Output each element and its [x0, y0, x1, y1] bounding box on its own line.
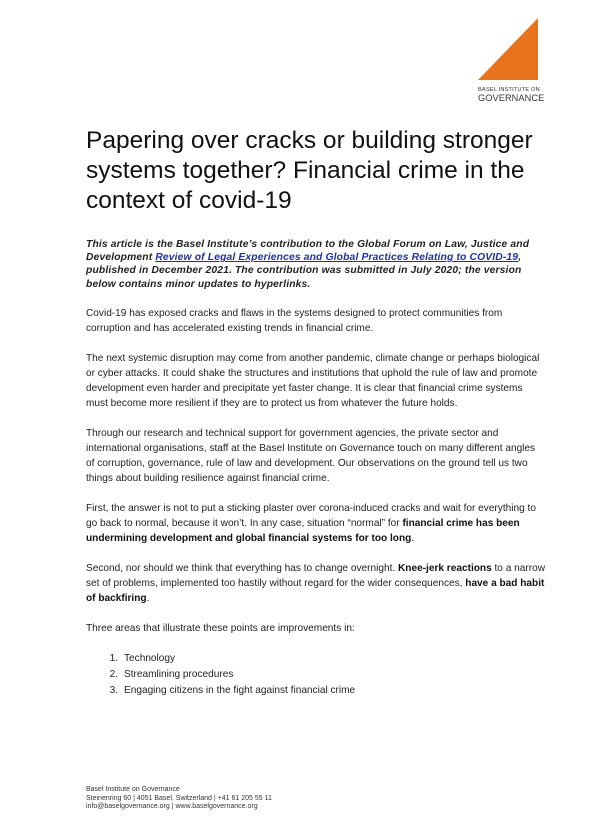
list-number: 3. [109, 685, 118, 696]
list-item [86, 651, 546, 666]
p4-end: . [411, 533, 415, 544]
paragraph-6: Three areas that illustrate these points are improvements in: [86, 623, 355, 634]
p5-text-a: Second, nor should we think that everything has to change overnight. [86, 563, 398, 574]
paragraph-1: Covid-19 has exposed cracks and flaws in the systems designed to protect communities from corruption and has accelerated existing trends in financial crime. [86, 308, 503, 334]
article-body [86, 306, 546, 699]
paragraph-5 [86, 561, 546, 606]
paragraph-3: Through our research and technical support for government agencies, the private sector and international organisations, staff at the Basel Institute on Governance touch on many different angles of corruption, governance, rule of law and development. Our observations on the ground tell us two things about building resilience against financial crime. [86, 428, 536, 484]
p5-end: . [146, 593, 150, 604]
p5-bold-2: have a bad habit of backfiring [86, 578, 545, 604]
intro-text-after: , published in December 2021. The contribution was submitted in July 2020; the version below contains minor updates to hyperlinks. [86, 252, 522, 290]
footer-contact: info@baselgovernance.org | www.baselgovernance.org [86, 803, 258, 811]
list-text: Engaging citizens in the fight against financial crime [124, 685, 356, 696]
list-text: Technology [124, 653, 176, 664]
intro-text-before: This article is the Basel Institute’s contribution to the Global Forum on Law, Justice and Development [86, 239, 530, 264]
document-title: Papering over cracks or building stronger systems together? Financial crime in the context of covid-19 [86, 127, 533, 214]
page-footer [86, 786, 486, 812]
logo-text-line1: BASEL INSTITUTE ON [478, 87, 540, 93]
intro-note [86, 238, 546, 291]
list-text: Streamlining procedures [124, 669, 234, 680]
list-number: 1. [109, 653, 118, 664]
list-item [86, 683, 546, 698]
logo-text-line2: GOVERNANCE [478, 93, 545, 103]
improvement-areas-list [86, 651, 546, 698]
p5-text-b: to a narrow set of problems, implemented too hastily without regard for the wider consequences, [86, 563, 546, 589]
footer-address: Steinenring 60 | 4051 Basel, Switzerland | +41 61 205 55 11 [86, 794, 272, 802]
p4-text: First, the answer is not to put a sticking plaster over corona-induced cracks and wait for everything to go back to normal, because it won’t. In any case, situation “normal” for [86, 503, 536, 529]
basel-institute-logo [478, 18, 545, 103]
list-item [86, 667, 546, 682]
review-link[interactable]: Review of Legal Experiences and Global Practices Relating to COVID-19 [155, 252, 519, 264]
p4-bold: financial crime has been undermining development and global financial systems for too long [86, 518, 520, 544]
paragraph-4 [86, 501, 546, 546]
p5-bold-1: Knee-jerk reactions [398, 563, 492, 574]
paragraph-2: The next systemic disruption may come from another pandemic, climate change or perhaps biological or cyber attacks. It could shake the structures and institutions that uphold the rule of law and promote development even harder and precipitate yet faster change. It is clear that financial crime systems must become more resilient if they are to protect us from whatever the future holds. [86, 353, 540, 409]
footer-org: Basel Institute on Governance [86, 786, 180, 793]
logo-mark-icon [478, 18, 538, 80]
list-number: 2. [109, 669, 118, 680]
